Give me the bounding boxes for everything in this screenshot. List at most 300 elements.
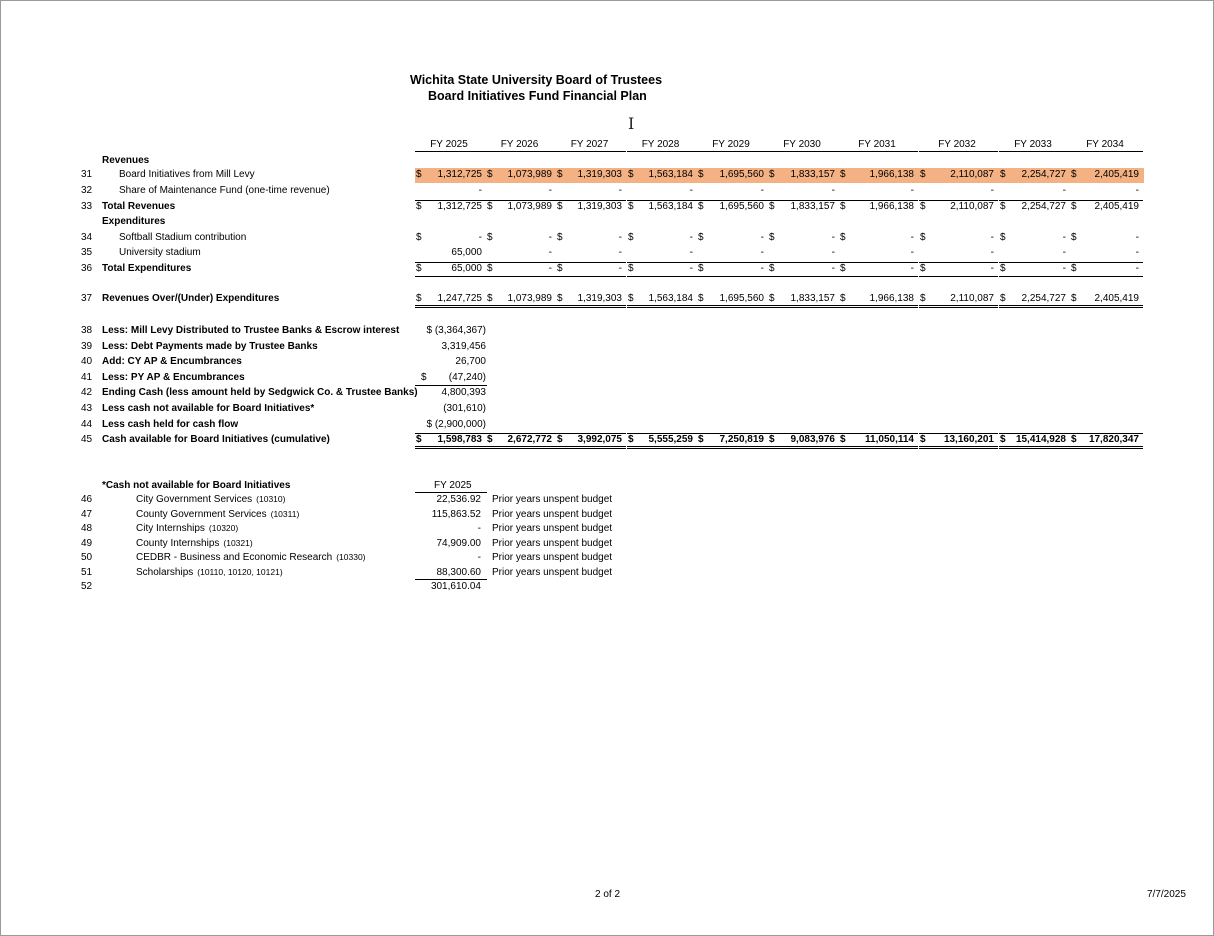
row-number: 47	[81, 509, 93, 520]
section-revenues: Revenues	[102, 155, 150, 166]
cell-value: -	[831, 263, 835, 274]
row-label: Ending Cash (less amount held by Sedgwick Co. & Trustee Banks)	[102, 387, 418, 398]
cell-value: -	[1135, 232, 1139, 243]
cell-value: 9,083,976	[790, 434, 835, 445]
cell-value: 1,319,303	[577, 293, 622, 304]
cell-value: -	[910, 263, 914, 274]
cell-value: -	[910, 185, 914, 196]
cell-value: -	[548, 247, 552, 258]
dollar-sign: $	[920, 293, 926, 304]
total-line	[919, 433, 998, 434]
dollar-sign: $	[1071, 232, 1077, 243]
total-line	[697, 200, 768, 201]
dollar-sign: $	[769, 201, 775, 212]
dollar-sign: $	[840, 293, 846, 304]
cell-value: 1,563,184	[648, 169, 693, 180]
dollar-sign: $	[1000, 169, 1006, 180]
cell-value: -	[618, 263, 622, 274]
note-label	[136, 523, 238, 534]
cell-value: 1,695,560	[719, 201, 764, 212]
row-label: Board Initiatives from Mill Levy	[119, 169, 255, 180]
double-underline	[556, 446, 626, 449]
note-comment: Prior years unspent budget	[492, 509, 613, 520]
total-line	[486, 200, 556, 201]
note-label-text: County Internships	[136, 538, 220, 549]
total-line	[919, 262, 998, 263]
year-header: FY 2027	[570, 139, 609, 150]
cell-value: 65,000	[451, 247, 482, 258]
dollar-sign: $	[1071, 201, 1077, 212]
row-number: 51	[81, 567, 93, 578]
row-label: Less: Debt Payments made by Trustee Banks	[102, 341, 318, 352]
double-underline	[919, 446, 998, 449]
cell-value: -	[1062, 263, 1066, 274]
dollar-sign: $	[557, 201, 563, 212]
total-line	[768, 200, 839, 201]
note-value: 301,610.04	[430, 581, 481, 592]
total-line	[627, 433, 697, 434]
row-number: 42	[81, 387, 93, 398]
year-header: FY 2029	[712, 139, 750, 150]
dollar-sign: $	[416, 293, 422, 304]
header-underline	[1070, 151, 1143, 152]
row-label: Total Expenditures	[102, 263, 192, 274]
cell-value: -	[618, 232, 622, 243]
cell-value: -	[831, 232, 835, 243]
dollar-sign: $	[557, 263, 563, 274]
cell-value: 13,160,201	[943, 434, 994, 445]
cell-value: 1,598,783	[437, 434, 482, 445]
cell-value: 1,966,138	[869, 293, 914, 304]
dollar-sign: $	[1071, 263, 1077, 274]
total-line	[999, 200, 1070, 201]
note-label-code: (10310)	[256, 494, 286, 504]
dollar-sign: $	[698, 232, 704, 243]
year-header: FY 2034	[1086, 139, 1124, 150]
note-value: 74,909.00	[436, 538, 481, 549]
cell-value: -	[990, 185, 994, 196]
row-number: 38	[81, 325, 93, 336]
total-line	[415, 276, 486, 277]
cell-value: -	[618, 185, 622, 196]
row-number: 52	[81, 581, 93, 592]
total-line	[486, 433, 556, 434]
cell-value: -	[478, 185, 482, 196]
note-label-code: (10320)	[208, 523, 239, 533]
total-line	[556, 433, 626, 434]
dollar-sign: $	[920, 169, 926, 180]
row-label: University stadium	[119, 247, 201, 258]
cell-value: 15,414,928	[1015, 434, 1066, 445]
dollar-sign: $	[920, 232, 926, 243]
cell-value: 1,312,725	[437, 201, 482, 212]
dollar-sign: $	[487, 169, 493, 180]
double-underline	[999, 446, 1070, 449]
note-label-text: County Government Services	[136, 509, 267, 520]
cash-value: 3,319,456	[441, 341, 486, 352]
dollar-sign: $	[557, 169, 563, 180]
text-cursor-icon: I	[628, 114, 635, 133]
cell-value: 7,250,819	[719, 434, 764, 445]
dollar-sign: $	[769, 434, 775, 445]
cell-value: 5,555,259	[648, 434, 693, 445]
dollar-sign: $	[840, 169, 846, 180]
total-line	[768, 276, 839, 277]
dollar-sign: $	[628, 434, 634, 445]
row-number: 46	[81, 494, 93, 505]
row-number: 34	[81, 232, 93, 243]
dollar-sign: $	[920, 201, 926, 212]
dollar-sign: $	[628, 293, 634, 304]
total-line	[627, 262, 697, 263]
cell-value: 1,073,989	[507, 169, 552, 180]
dollar-sign: $	[487, 232, 493, 243]
row-number: 41	[81, 372, 93, 383]
total-line	[768, 433, 839, 434]
year-header: FY 2032	[938, 139, 976, 150]
note-label-text: City Government Services	[136, 494, 253, 505]
total-line	[415, 262, 486, 263]
cell-value: 1,833,157	[790, 169, 835, 180]
print-date: 7/7/2025	[1147, 889, 1186, 900]
dollar-sign: $	[1071, 169, 1077, 180]
total-line	[999, 276, 1070, 277]
cell-value: -	[1062, 232, 1066, 243]
dollar-sign: $	[698, 263, 704, 274]
cell-value: 1,833,157	[790, 201, 835, 212]
cell-value: -	[689, 232, 693, 243]
cell-value: -	[618, 247, 622, 258]
cell-value: 17,820,347	[1088, 434, 1139, 445]
total-line	[839, 200, 918, 201]
double-underline	[999, 305, 1070, 308]
cell-value: 2,254,727	[1021, 201, 1066, 212]
year-header: FY 2025	[430, 139, 468, 150]
note-label	[136, 581, 140, 592]
total-line	[697, 262, 768, 263]
cash-value: 4,800,393	[441, 387, 486, 398]
year-header: FY 2028	[641, 139, 680, 150]
dollar-sign: $	[628, 169, 634, 180]
dollar-sign: $	[769, 293, 775, 304]
dollar-sign: $	[698, 293, 704, 304]
cell-value: 1,319,303	[577, 201, 622, 212]
dollar-sign: $	[1000, 263, 1006, 274]
row-label: Less: Mill Levy Distributed to Trustee Banks & Escrow interest	[102, 325, 400, 336]
cell-value: 2,672,772	[507, 434, 552, 445]
note-comment: Prior years unspent budget	[492, 552, 613, 563]
cell-value: -	[548, 185, 552, 196]
page-number: 2 of 2	[595, 889, 621, 900]
row-label: Share of Maintenance Fund (one-time revenue)	[119, 185, 330, 196]
dollar-sign: $	[920, 434, 926, 445]
double-underline	[627, 446, 697, 449]
dollar-sign: $	[628, 263, 634, 274]
cash-value: 26,700	[455, 356, 486, 367]
note-label-text: City Internships	[136, 523, 205, 534]
cell-value: -	[478, 232, 482, 243]
cash-value: (301,610)	[443, 403, 486, 414]
total-line	[999, 262, 1070, 263]
dollar-sign: $	[1000, 232, 1006, 243]
dollar-sign: $	[840, 434, 846, 445]
row-label: Less cash held for cash flow	[102, 419, 239, 430]
subtotal-line	[415, 385, 487, 386]
dollar-sign: $	[628, 232, 634, 243]
cell-value: 2,405,419	[1094, 169, 1139, 180]
cell-value: -	[548, 232, 552, 243]
total-line	[486, 262, 556, 263]
double-underline	[1070, 446, 1143, 449]
total-line	[415, 200, 486, 201]
cell-value: 2,254,727	[1021, 169, 1066, 180]
row-number: 50	[81, 552, 93, 563]
total-line	[556, 200, 626, 201]
header-underline	[627, 151, 697, 152]
year-header: FY 2033	[1014, 139, 1052, 150]
dollar-sign: $	[487, 201, 493, 212]
note-value: 115,863.52	[431, 509, 481, 520]
cell-value: 1,695,560	[719, 169, 764, 180]
dollar-sign: $	[698, 201, 704, 212]
dollar-sign: $	[557, 232, 563, 243]
double-underline	[839, 305, 918, 308]
cell-value: -	[689, 185, 693, 196]
total-line	[697, 433, 768, 434]
total-line	[697, 276, 768, 277]
dollar-sign: $	[416, 232, 422, 243]
header-underline	[839, 151, 918, 152]
note-comment: Prior years unspent budget	[492, 567, 613, 578]
dollar-sign: $	[920, 263, 926, 274]
note-label	[136, 538, 253, 549]
cell-value: 1,319,303	[577, 169, 622, 180]
total-line	[627, 276, 697, 277]
note-comment: Prior years unspent budget	[492, 494, 613, 505]
cell-value: 65,000	[451, 263, 482, 274]
cash-value: (47,240)	[448, 372, 486, 383]
note-label	[136, 567, 283, 578]
cell-value: -	[1135, 247, 1139, 258]
total-line	[415, 433, 486, 434]
dollar-sign: $	[698, 434, 704, 445]
dollar-sign: $	[416, 169, 422, 180]
cell-value: -	[1135, 263, 1139, 274]
cell-value: -	[760, 263, 764, 274]
year-header: FY 2026	[500, 139, 539, 150]
note-label-code: (10321)	[223, 538, 253, 548]
dollar-sign: $	[769, 263, 775, 274]
double-underline	[697, 305, 768, 308]
cell-value: -	[831, 185, 835, 196]
row-number: 31	[81, 169, 93, 180]
row-number: 35	[81, 247, 93, 258]
note-label	[136, 552, 366, 563]
row-label: Softball Stadium contribution	[119, 232, 247, 243]
double-underline	[486, 305, 556, 308]
dollar-sign: $	[628, 201, 634, 212]
dollar-sign: $	[1000, 434, 1006, 445]
cell-value: 1,312,725	[437, 169, 482, 180]
cash-value: $ (2,900,000)	[426, 419, 486, 430]
note-value: 22,536.92	[436, 494, 481, 505]
cell-value: 2,405,419	[1094, 293, 1139, 304]
header-underline	[415, 151, 486, 152]
row-number: 37	[81, 293, 93, 304]
dollar-sign: $	[557, 293, 563, 304]
notes-header-underline	[415, 492, 487, 493]
row-number: 43	[81, 403, 93, 414]
cell-value: -	[1062, 247, 1066, 258]
row-label: Total Revenues	[102, 201, 176, 212]
note-label	[136, 494, 285, 505]
header-underline	[999, 151, 1070, 152]
double-underline	[415, 446, 486, 449]
header-underline	[556, 151, 626, 152]
cell-value: -	[1135, 185, 1139, 196]
year-header: FY 2030	[783, 139, 821, 150]
dollar-sign: $	[487, 293, 493, 304]
cell-value: -	[910, 232, 914, 243]
cell-value: 11,050,114	[865, 434, 914, 445]
cell-value: -	[548, 263, 552, 274]
cell-value: 1,833,157	[790, 293, 835, 304]
cell-value: -	[990, 263, 994, 274]
total-line	[839, 433, 918, 434]
dollar-sign: $	[698, 169, 704, 180]
cell-value: 1,563,184	[648, 201, 693, 212]
total-line	[999, 433, 1070, 434]
note-label-text: Scholarships	[136, 567, 194, 578]
dollar-sign: $	[1000, 293, 1006, 304]
dollar-sign: $	[487, 434, 493, 445]
note-label-text: CEDBR - Business and Economic Research	[136, 552, 333, 563]
cell-value: 2,110,087	[950, 201, 994, 212]
cell-value: -	[760, 185, 764, 196]
cash-value: $ (3,364,367)	[426, 325, 486, 336]
row-number: 45	[81, 434, 93, 445]
total-line	[1070, 276, 1143, 277]
double-underline	[627, 305, 697, 308]
row-label: Add: CY AP & Encumbrances	[102, 356, 242, 367]
dollar-sign: $	[416, 434, 422, 445]
cell-value: 1,695,560	[719, 293, 764, 304]
cell-value: 1,073,989	[507, 201, 552, 212]
total-line	[1070, 262, 1143, 263]
double-underline	[768, 446, 839, 449]
double-underline	[839, 446, 918, 449]
total-line	[839, 262, 918, 263]
total-line	[556, 262, 626, 263]
cell-value: 1,247,725	[437, 293, 482, 304]
double-underline	[1070, 305, 1143, 308]
cell-value: -	[689, 247, 693, 258]
double-underline	[768, 305, 839, 308]
report-subtitle: Board Initiatives Fund Financial Plan	[428, 89, 647, 103]
dollar-sign: $	[1000, 201, 1006, 212]
row-number: 39	[81, 341, 93, 352]
row-label: Revenues Over/(Under) Expenditures	[102, 293, 280, 304]
header-underline	[486, 151, 556, 152]
row-number: 32	[81, 185, 93, 196]
double-underline	[697, 446, 768, 449]
total-line	[627, 200, 697, 201]
note-label-code: (10311)	[270, 509, 300, 519]
header-underline	[697, 151, 768, 152]
total-line	[1070, 200, 1143, 201]
cell-value: -	[760, 232, 764, 243]
header-underline	[768, 151, 839, 152]
cell-value: 2,405,419	[1094, 201, 1139, 212]
total-line	[486, 276, 556, 277]
cell-value: -	[760, 247, 764, 258]
cell-value: 1,966,138	[869, 169, 914, 180]
note-label	[136, 509, 299, 520]
note-label-code: (10330)	[336, 552, 366, 562]
cell-value: 1,073,989	[507, 293, 552, 304]
dollar-sign: $	[840, 201, 846, 212]
row-label: Less: PY AP & Encumbrances	[102, 372, 245, 383]
note-value: -	[477, 523, 481, 534]
note-comment: Prior years unspent budget	[492, 538, 613, 549]
dollar-sign: $	[769, 169, 775, 180]
cell-value: 1,563,184	[648, 293, 693, 304]
cell-value: -	[990, 247, 994, 258]
notes-total-line	[415, 579, 487, 580]
year-header: FY 2031	[858, 139, 896, 150]
total-line	[1070, 433, 1143, 434]
notes-year-header: FY 2025	[434, 480, 472, 491]
header-underline	[919, 151, 998, 152]
dollar-sign: $	[840, 263, 846, 274]
double-underline	[556, 305, 626, 308]
cell-value: -	[990, 232, 994, 243]
double-underline	[486, 446, 556, 449]
total-line	[839, 276, 918, 277]
dollar-sign: $	[769, 232, 775, 243]
cell-value: 2,110,087	[950, 169, 994, 180]
cell-value: 1,966,138	[869, 201, 914, 212]
dollar-sign: $	[416, 263, 422, 274]
note-label-code: (10110, 10120, 10121)	[197, 567, 283, 577]
cell-value: -	[910, 247, 914, 258]
dollar-sign: $	[421, 372, 427, 383]
total-line	[919, 276, 998, 277]
double-underline	[415, 305, 486, 308]
row-number: 33	[81, 201, 93, 212]
report-title: Wichita State University Board of Trustees	[410, 73, 663, 87]
dollar-sign: $	[487, 263, 493, 274]
note-value: 88,300.60	[436, 567, 481, 578]
cell-value: -	[689, 263, 693, 274]
cell-value: 3,992,075	[577, 434, 622, 445]
section-expenditures: Expenditures	[102, 216, 166, 227]
row-number: 48	[81, 523, 93, 534]
cell-value: -	[1062, 185, 1066, 196]
dollar-sign: $	[1071, 434, 1077, 445]
cell-value: 2,254,727	[1021, 293, 1066, 304]
dollar-sign: $	[416, 201, 422, 212]
row-number: 40	[81, 356, 93, 367]
note-comment: Prior years unspent budget	[492, 523, 613, 534]
dollar-sign: $	[840, 232, 846, 243]
row-label: Less cash not available for Board Initiatives*	[102, 403, 315, 414]
row-label: Cash available for Board Initiatives (cumulative)	[102, 434, 330, 445]
notes-heading: *Cash not available for Board Initiatives	[102, 480, 291, 491]
double-underline	[919, 305, 998, 308]
row-number: 44	[81, 419, 93, 430]
total-line	[556, 276, 626, 277]
